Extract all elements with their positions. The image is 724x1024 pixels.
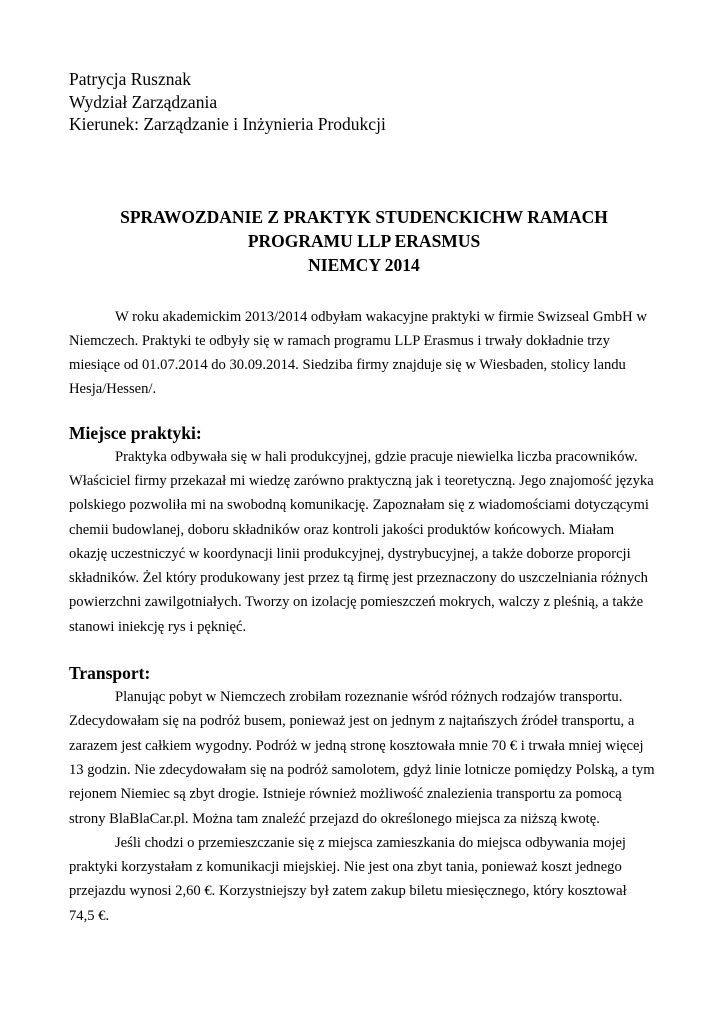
paragraph-line: Praktyka odbywała się w hali produkcyjnej, gdzie pracuje niewielka liczba pracowników. [115,448,638,465]
paragraph-line: chemii budowlanej, doboru składników oraz kontroli jakości produktów końcowych. Miałam [69,521,615,538]
document-title [69,205,659,277]
title-line-1: SPRAWOZDANIE Z PRAKTYK STUDENCKICHW RAMACH [120,206,608,227]
author-name: Patrycja Rusznak [69,69,191,89]
paragraph-line: 74,5 €. [69,907,110,924]
document-page [69,68,659,928]
paragraph-line: praktyki korzystałam z komunikacji miejskiej. Nie jest ona zbyt tania, ponieważ koszt jednego [69,859,622,876]
paragraph-line: stanowi iniekcję rys i pęknięć. [69,618,247,635]
author-major: Kierunek: Zarządzanie i Inżynieria Produkcji [69,114,386,134]
title-line-2: PROGRAMU LLP ERASMUS [247,230,481,251]
paragraph-line: Zdecydowałam się na podróż busem, ponieważ jest on jednym z najtańszych źródeł transportu, a [69,713,635,730]
transport-paragraph-1 [69,685,659,831]
workplace-paragraph [69,445,659,639]
paragraph-line: 13 godzin. Nie zdecydowałam się na podróż samolotem, gdyż linie lotnicze pomiędzy Polską, a tym [69,761,655,778]
author-faculty: Wydział Zarządzania [69,91,218,112]
title-line-3: NIEMCY 2014 [308,254,420,275]
paragraph-line: przejazdu wynosi 2,60 €. Korzystniejszy był zatem zakup biletu miesięcznego, który kosztował [69,883,627,900]
paragraph-line: polskiego pozwoliła mi na swobodną komunikację. Zapoznałam się z wiadomościami dotyczącymi [69,497,649,514]
paragraph-line: Niemczech. Praktyki te odbyły się w ramach programu LLP Erasmus i trwały dokładnie trzy [69,332,610,349]
intro-paragraph [69,305,659,402]
paragraph-line: zarazem jest całkiem wygodny. Podróż w jedną stronę kosztowała mnie 70 € i trwała mniej więcej [69,737,644,754]
transport-paragraph-2 [69,831,659,928]
paragraph-line: powierzchni zawilgotniałych. Tworzy on izolację pomieszczeń mokrych, walczy z pleśnią, a także [69,594,644,611]
section-heading-transport: Transport: [69,663,151,684]
paragraph-line: miesiące od 01.07.2014 do 30.09.2014. Siedziba firmy znajduje się w Wiesbaden, stolicy landu [69,357,626,374]
paragraph-line: Planując pobyt w Niemczech zrobiłam rozeznanie wśród różnych rodzajów transportu. [115,689,623,706]
paragraph-line: strony BlaBlaCar.pl. Można tam znaleźć przejazd do określonego miejsca za niższą kwotę. [69,810,600,827]
paragraph-line: W roku akademickim 2013/2014 odbyłam wakacyjne praktyki w firmie Swizseal GmbH w [115,308,647,325]
paragraph-line: Właściciel firmy przekazał mi wiedzę zarówno praktyczną jak i teoretyczną. Jego znajomość języka [69,472,654,489]
paragraph-line: Jeśli chodzi o przemieszczanie się z miejsca zamieszkania do miejsca odbywania mojej [115,834,626,851]
author-block [69,68,659,136]
section-heading-workplace: Miejsce praktyki: [69,422,202,443]
paragraph-line: rejonem Niemiec są zbyt drogie. Istnieje również możliwość znalezienia transportu za pomocą [69,786,622,803]
paragraph-line: składników. Żel który produkowany jest przez tą firmę jest przeznaczony do uszczelniania różnych [69,570,648,587]
paragraph-line: okazję uczestniczyć w koordynacji linii produkcyjnej, dystrybucyjnej, a także doborze proporcji [69,545,631,562]
paragraph-line: Hesja/Hessen/. [69,381,157,398]
